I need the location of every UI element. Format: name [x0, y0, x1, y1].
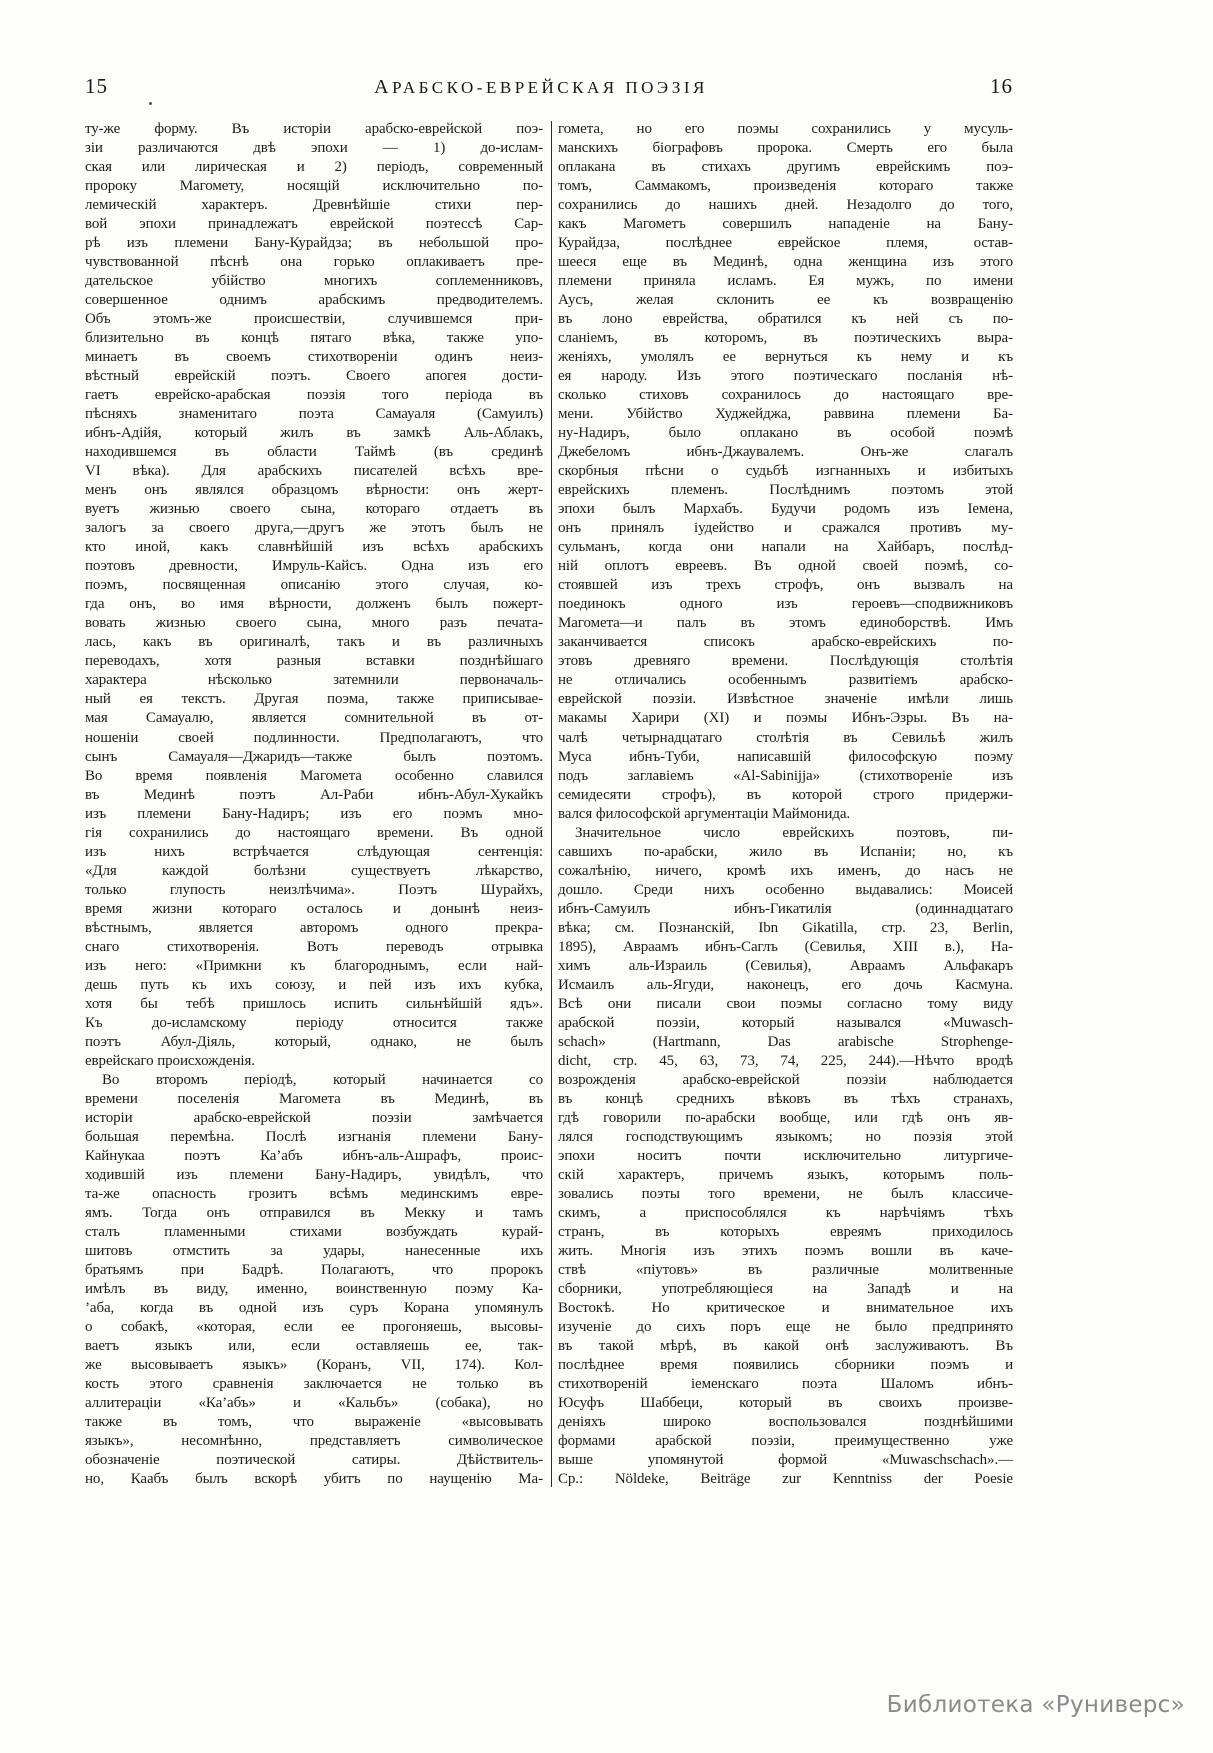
text-line: языкъ», несомнѣнно, представляетъ символическое — [85, 1433, 543, 1450]
text-line: залогъ за своего друга,—другъ же этотъ былъ не — [85, 520, 543, 537]
text-line: гдѣ говорили по-арабски вообще, или гдѣ онъ яв- — [558, 1109, 1013, 1126]
text-line: Курайдза, послѣднее еврейское племя, остав- — [558, 235, 1013, 252]
text-line: дошло. Среди нихъ особенно выдавались: Моисей — [558, 881, 1013, 898]
text-line: Джебеломъ ибнъ-Джаувалемъ. Онъ-же слагалъ — [558, 444, 1013, 461]
text-line: сохранились до нашихъ дней. Незадолго до того, — [558, 197, 1013, 214]
text-line: изъ него: «Примкни къ благороднымъ, если най- — [85, 957, 543, 974]
text-line: переводахъ, хотя разныя вставки позднѣйшаго — [85, 653, 543, 670]
text-line: гомета, но его поэмы сохранились у мусуль- — [558, 121, 1013, 137]
text-line: исторіи арабско-еврейской поэзіи замѣчается — [85, 1109, 543, 1126]
text-line: дательское убійство многихъ соплеменниковъ, — [85, 273, 543, 290]
library-watermark: Библиотека «Руниверс» — [886, 1692, 1185, 1718]
text-line: ваетъ языкъ или, если оставляешь ее, так- — [85, 1338, 543, 1354]
text-line: сборники, употребляющіеся на Западѣ и на — [558, 1280, 1013, 1297]
text-line: вуетъ жизнью своего сына, котораго отдаетъ въ — [85, 501, 543, 518]
text-line: же высовываетъ языкъ» (Коранъ, VII, 174). Кол- — [85, 1357, 543, 1374]
text-line: ный ея текстъ. Другая поэма, также приписывае- — [85, 691, 543, 708]
text-line: кость этого сравненія заключается не только въ — [85, 1376, 543, 1393]
text-line: поэмъ, посвященная описанію этого случая, ко- — [85, 577, 543, 594]
left-column — [85, 120, 543, 1489]
text-line: стихотвореній іеменскаго поэта Шаломъ ибнъ- — [558, 1376, 1013, 1393]
text-line: въ Мединѣ поэтъ Ал-Раби ибнъ-Абул-Хукайкъ — [85, 786, 543, 803]
text-line: Муса ибнъ-Туби, написавшій философскую поэму — [558, 748, 1013, 765]
text-line: находившемся въ области Таймѣ (въ срединѣ — [85, 444, 543, 461]
text-line: онъ принялъ іудейство и сражался противъ му- — [558, 520, 1013, 537]
text-line: макамы Харири (XI) и поэмы Ибнъ-Эзры. Въ на- — [558, 710, 1013, 727]
page-number-right: 16 — [989, 74, 1013, 98]
text-line: лемическій характеръ. Древнѣйшіе стихи пер- — [85, 197, 543, 214]
text-line: въ лоно еврейства, обратился къ ней съ по- — [558, 311, 1013, 328]
text-line: пророку Магомету, носящій исключительно по- — [85, 178, 543, 195]
running-head — [85, 74, 1013, 104]
text-line: кто иной, какъ славнѣйшій изъ всѣхъ арабскихъ — [85, 539, 543, 556]
text-line: сколько стиховъ сохранилось до настоящаго вре- — [558, 387, 1013, 404]
text-line: вѣстный еврейскій поэтъ. Своего апогея дости- — [85, 368, 543, 385]
text-line: совершенное однимъ арабскимъ предводителемъ. — [85, 292, 543, 309]
text-line: хотя бы тебѣ пришлось испить сильнѣйшій ядъ». — [85, 995, 543, 1012]
text-line: зіи различаются двѣ эпохи — 1) до-ислам- — [85, 140, 543, 157]
text-line: ’аба, когда въ одной изъ суръ Корана упомянулъ — [85, 1299, 543, 1316]
text-line: времени поселенія Магомета въ Мединѣ, въ — [85, 1090, 543, 1107]
text-line: еврейской поэзіи. Извѣстное значеніе имѣли лишь — [558, 691, 1013, 708]
text-line: эпохи былъ Мархабъ. Будучи родомъ изъ Іемена, — [558, 501, 1013, 518]
text-line: эпохи носитъ почти исключительно литургиче- — [558, 1147, 1013, 1164]
text-line: сталъ пламенными стихами возбуждать курай- — [85, 1223, 543, 1240]
text-line: время жизни котораго осталось и донынѣ неиз- — [85, 900, 543, 917]
text-line: шитовъ отмстить за удары, нанесенные ихъ — [85, 1242, 543, 1259]
text-line: также въ томъ, что выраженіе «высовывать — [85, 1414, 543, 1431]
text-line: подъ заглавіемъ «Al-Sabinijja» (стихотвореніе изъ — [558, 767, 1013, 784]
text-line: еврейскаго происхожденія. — [85, 1052, 255, 1069]
text-line: пѣсняхъ знаменитаго поэта Самауаля (Самуилъ) — [85, 406, 543, 423]
text-line: VI вѣка). Для арабскихъ писателей всѣхъ вре- — [85, 463, 543, 480]
text-line: гда онъ, во имя вѣрности, долженъ былъ пожерт- — [85, 596, 543, 613]
text-line: сынъ Самауаля—Джаридъ—также былъ поэтомъ. — [85, 748, 543, 765]
text-line: чалѣ четырнадцатаго столѣтія въ Севильѣ жилъ — [558, 729, 1013, 746]
text-line: только глупость неизлѣчима». Поэтъ Шурайхъ, — [85, 881, 543, 898]
text-line: характера нѣсколько затемнили первоначаль- — [85, 672, 543, 689]
text-line: изъ племени Бану-Надиръ; изъ его поэмъ мно- — [85, 805, 543, 822]
text-line: поэтовъ древности, Имруль-Кайсъ. Одна изъ его — [85, 558, 543, 575]
text-line: томъ, Саммакомъ, произведенія котораго также — [558, 178, 1013, 195]
text-line: изученіе до сихъ поръ еще не было предпринято — [558, 1318, 1013, 1335]
text-line: вѣстнымъ, является авторомъ одного прекра- — [85, 919, 543, 936]
article-body — [85, 120, 1013, 1489]
text-line: Объ этомъ-же происшествіи, случившемся при- — [85, 311, 543, 328]
text-line: вался философской аргументаціи Маймонида. — [558, 805, 851, 822]
text-line: ній оплотъ евреевъ. Въ одной своей поэмѣ, со- — [558, 558, 1013, 575]
text-line: заканчивается списокъ арабско-еврейскихъ по- — [558, 634, 1013, 651]
text-line: рѣ изъ племени Бану-Курайдза; въ небольшой про- — [85, 235, 543, 252]
text-line: братьямъ при Бадрѣ. Полагаютъ, что пророкъ — [85, 1261, 543, 1278]
text-line: Исмаилъ аль-Ягуди, наконецъ, его дочь Касмуна. — [558, 976, 1013, 993]
text-line: оплакана въ стихахъ другимъ еврейскимъ поэ- — [558, 159, 1013, 176]
text-line: Юсуфъ Шаббеци, который въ своихъ произве- — [558, 1395, 1013, 1412]
text-line: dicht, стр. 45, 63, 73, 74, 225, 244).—Нѣчто вродѣ — [558, 1052, 1013, 1069]
text-line: сланіемъ, въ которомъ, въ поэтическихъ выра- — [558, 330, 1013, 347]
text-line: поединокъ одного изъ героевъ—сподвижниковъ — [558, 596, 1013, 613]
text-line: снаго стихотворенія. Вотъ переводъ отрывка — [85, 938, 543, 955]
text-line: чувствованной пѣснѣ она горько оплакиваетъ пре- — [85, 254, 543, 271]
text-line: лялся господствующимъ языкомъ; но поэзія этой — [558, 1128, 1013, 1145]
text-line: дешь путь къ ихъ союзу, и пей изъ ихъ кубка, — [85, 976, 543, 993]
text-line: Ср.: Nöldeke, Beiträge zur Kenntniss der Poesie — [558, 1471, 1013, 1488]
text-line: Востокѣ. Но критическое и внимательное ихъ — [558, 1299, 1013, 1316]
scan-speck — [149, 102, 152, 105]
text-line: формами арабской поэзіи, преимущественно уже — [558, 1433, 1013, 1450]
text-line: химъ аль-Израиль (Севилья), Авраамъ Альфакаръ — [558, 957, 1013, 974]
text-line: поэтъ Абул-Діяль, который, однако, не былъ — [85, 1033, 543, 1050]
text-line: Во второмъ періодѣ, который начинается со — [102, 1071, 543, 1088]
text-line: гія сохранились до настоящаго времени. Въ одной — [85, 824, 543, 841]
page-number-left: 15 — [85, 74, 108, 98]
text-line: въ концѣ среднихъ вѣковъ въ тѣхъ странахъ, — [558, 1090, 1013, 1107]
text-line: 1895), Авраамъ ибнъ-Саглъ (Севилья, XIII в.), На- — [558, 938, 1013, 955]
text-line: не отличались особеннымъ развитіемъ арабско- — [558, 672, 1013, 689]
text-line: обозначеніе поэтической сатиры. Дѣйствитель- — [85, 1452, 543, 1469]
text-line: «Для каждой болѣзни существуетъ лѣкарство, — [85, 862, 543, 879]
text-line: послѣднее время появились сборники поэмъ и — [558, 1357, 1013, 1374]
text-line: этовъ древняго времени. Послѣдующія столѣтія — [558, 653, 1013, 670]
text-line: скорбныя пѣсни о судьбѣ изгнанныхъ и избитыхъ — [558, 463, 1013, 480]
text-line: вой эпохи принадлежатъ еврейской поэтессѣ Сар- — [85, 216, 543, 233]
text-line: скій характеръ, причемъ языкъ, которымъ поль- — [558, 1166, 1013, 1183]
text-line: минаетъ въ своемъ стихотвореніи одинъ неиз- — [85, 349, 543, 366]
text-line: племени приняла исламъ. Ея мужъ, по имени — [558, 273, 1013, 290]
text-line: вѣка; см. Познанскій, Ibn Gikatilla, стр. 23, Berlin, — [558, 919, 1013, 936]
text-line: стоявшей изъ трехъ строфъ, онъ вызвалъ на — [558, 577, 1013, 594]
text-line: ну-Надиръ, было оплакано въ особой поэмѣ — [558, 425, 1013, 442]
text-line: Аусъ, желая склонить ее къ возвращенію — [558, 292, 1013, 309]
text-line: арабской поэзіи, который назывался «Muwasch- — [558, 1014, 1013, 1031]
text-line: мени. Убійство Худжейджа, раввина племени Ба- — [558, 406, 1013, 423]
text-line: сульманъ, когда они напали на Хайбаръ, послѣд- — [558, 539, 1013, 556]
text-line: Кайнукаа поэтъ Ка’абъ ибнъ-аль-Ашрафъ, проис- — [85, 1147, 543, 1164]
text-line: женіяхъ, умолялъ ее вернуться къ нему и къ — [558, 349, 1013, 366]
text-line: лась, какъ въ оригиналѣ, такъ и въ различныхъ — [85, 634, 543, 651]
text-line: еврейскихъ племенъ. Послѣднимъ поэтомъ этой — [558, 482, 1013, 499]
text-line: вовать жизнью своего сына, много разъ печата- — [85, 615, 543, 632]
text-line: семидесяти строфъ), въ которой строго придержи- — [558, 786, 1013, 803]
right-column — [558, 120, 1013, 1489]
text-line: Значительное число еврейскихъ поэтовъ, пи- — [575, 824, 1013, 841]
text-line: большая перемѣна. Послѣ изгнанія племени Бану- — [85, 1128, 543, 1145]
text-line: въ такой мѣрѣ, въ какой онѣ заслуживаютъ. Въ — [558, 1338, 1013, 1354]
text-line: сожалѣнію, ничего, кромѣ ихъ именъ, до насъ не — [558, 862, 1013, 879]
text-line: но, Каабъ былъ вскорѣ убитъ по наущенію Ма- — [85, 1471, 543, 1488]
page-title: АРАБСКО-ЕВРЕЙСКАЯ ПОЭЗІЯ — [374, 76, 708, 98]
text-line: ту-же форму. Въ исторіи арабско-еврейской поэ- — [85, 121, 543, 137]
text-line: странъ, въ которыхъ евреямъ приходилось — [558, 1223, 1013, 1240]
text-line: ея народу. Изъ этого поэтическаго посланія нѣ- — [558, 368, 1013, 385]
text-line: ношеніи своей подлинности. Предполагаютъ, что — [85, 729, 543, 746]
text-line: манскихъ біографовъ пророка. Смерть его была — [558, 140, 1013, 157]
text-line: та-же опасность грозитъ всѣмъ мединскимъ евре- — [85, 1185, 543, 1202]
text-line: ибнъ-Адійя, который жилъ въ замкѣ Аль-Аблакъ, — [85, 425, 543, 442]
text-line: ская или лирическая и 2) періодъ, современный — [85, 159, 543, 176]
text-line: ямъ. Тогда онъ отправился въ Мекку и тамъ — [85, 1204, 543, 1221]
text-line: близительно въ концѣ пятаго вѣка, также упо- — [85, 330, 543, 347]
text-line: жить. Многія изъ этихъ поэмъ вошли въ каче- — [558, 1242, 1013, 1259]
text-line: ибнъ-Самуилъ ибнъ-Гикатилія (одиннадцатаго — [558, 900, 1013, 917]
text-line: зовались поэты того времени, не былъ классиче- — [558, 1185, 1013, 1202]
text-line: изъ нихъ встрѣчается слѣдующая сентенція: — [85, 843, 543, 860]
text-line: савшихъ по-арабски, жило въ Испаніи; но, къ — [558, 843, 1013, 860]
text-line: деніяхъ широко воспользовался позднѣйшими — [558, 1414, 1013, 1431]
text-line: шееся еще въ Мединѣ, одна женщина изъ этого — [558, 254, 1013, 271]
text-line: Къ до-исламскому періоду относится также — [85, 1014, 543, 1031]
text-line: Во время появленія Магомета особенно славился — [85, 767, 543, 784]
text-line: schach» (Hartmann, Das arabische Strophenge- — [558, 1033, 1013, 1050]
text-line: ствѣ «піутовъ» въ различные молитвенные — [558, 1261, 1013, 1278]
text-line: скимъ, а приспособлялся къ нарѣчіямъ тѣхъ — [558, 1204, 1013, 1221]
text-line: возрожденія арабско-еврейской поэзіи наблюдается — [558, 1071, 1013, 1088]
text-line: ходившій изъ племени Бану-Надиръ, увидѣлъ, что — [85, 1166, 543, 1183]
text-line: выше упомянутой формой «Muwaschschach».— — [558, 1452, 1013, 1469]
text-line: о собакѣ, «которая, если ее прогоняешь, высовы- — [85, 1318, 543, 1335]
text-line: аллитераціи «Ка’абъ» и «Кальбъ» (собака), но — [85, 1395, 543, 1412]
text-line: какъ Магометъ совершилъ нападеніе на Бану- — [558, 216, 1013, 233]
text-line: Магомета—и палъ въ этомъ единоборствѣ. Имъ — [558, 615, 1013, 632]
text-line: менъ онъ являлся образцомъ вѣрности: онъ жерт- — [85, 482, 543, 499]
text-line: мая Самауалю, является сомнительной въ от- — [85, 710, 543, 727]
text-line: Всѣ они писали свои поэмы согласно тому виду — [558, 995, 1013, 1012]
column-divider-rule — [551, 121, 552, 1487]
text-line: гаетъ еврейско-арабская поэзія того періода въ — [85, 387, 543, 404]
text-line: имѣлъ въ виду, именно, воинственную поэму Ка- — [85, 1280, 543, 1297]
